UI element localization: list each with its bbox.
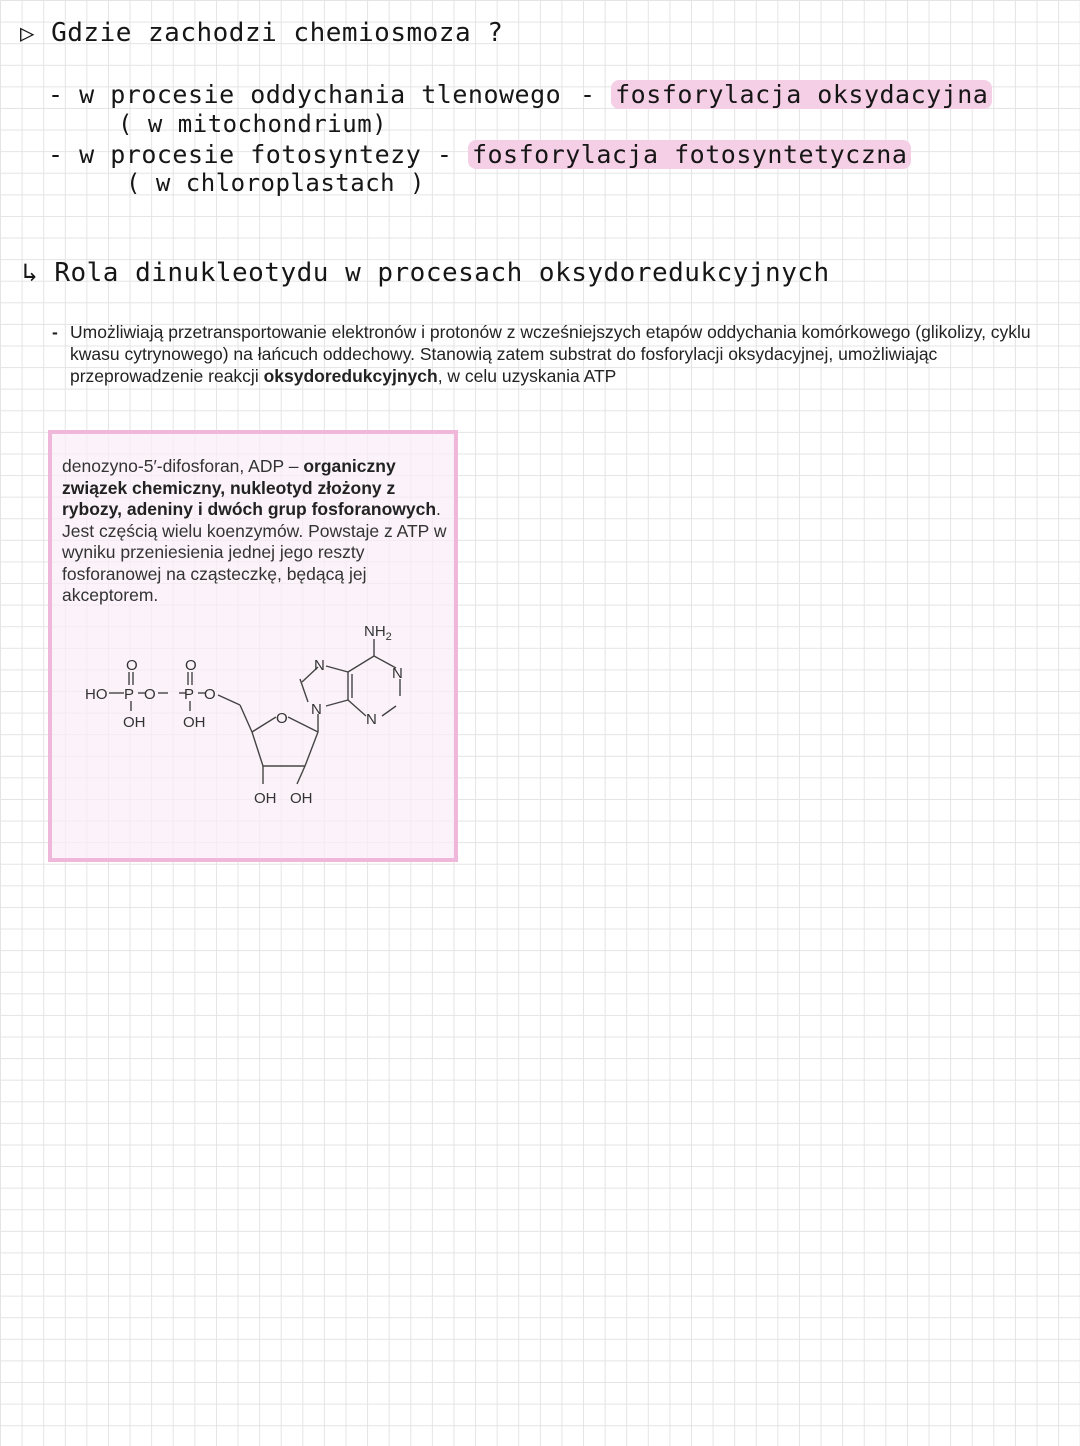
description-paragraph: [52, 321, 1052, 387]
mol-o-bridge: O: [144, 686, 156, 703]
definition-rest: . Jest częścią wielu koenzymów. Powstaje z ATP w wyniku przeniesienia jednej jego reszty fosforanowej na cząsteczkę, będącą jej akceptorem.: [62, 499, 447, 605]
mol-oh3: OH: [254, 790, 277, 807]
mol-oh2: OH: [183, 714, 206, 731]
mol-nh2: [364, 623, 392, 643]
item-dash: -: [48, 80, 64, 109]
list-item-respiration: [48, 80, 561, 109]
mol-o-ring: O: [276, 710, 288, 727]
mol-n1: N: [392, 665, 403, 682]
paragraph-dash: -: [52, 322, 58, 342]
item-dash: -: [48, 140, 64, 169]
adp-structure-diagram: [82, 614, 422, 814]
item-main-text: w procesie oddychania tlenowego: [79, 80, 562, 109]
section1-heading: [20, 18, 503, 48]
mol-o-ester: O: [204, 686, 216, 703]
paragraph-text: [52, 321, 1052, 387]
item-main-text: w procesie fotosyntezy: [79, 140, 422, 169]
section2-title: Rola dinukleotydu w procesach oksydoredukcyjnych: [54, 258, 830, 288]
paragraph-part2: , w celu uzyskania ATP: [437, 366, 617, 386]
mol-o2-top: O: [185, 657, 197, 674]
definition-lead: denozyno-5′-difosforan, ADP –: [62, 456, 304, 476]
list-item-photosynthesis: [48, 140, 911, 169]
mol-n7: N: [314, 657, 325, 674]
adp-info-box: [48, 430, 458, 862]
section2-heading: [22, 258, 830, 288]
item-highlight-row: [580, 80, 992, 109]
definition-bold: organiczny związek chemiczny, nukleotyd złożony z rybozy, adeniny i dwóch grup fosforanowych: [62, 456, 437, 519]
paragraph-part1: Umożliwiają przetransportowanie elektronów i protonów z wcześniejszych etapów oddychania komórkowego (glikolizy, cyklu kwasu cytrynowego) na łańcuch oddechowy. Stanowią zatem substrat do fosforylacji oksydacyjnej, umożliwiając przeprowadzenie reakcji: [70, 322, 1031, 386]
item-separator: -: [436, 140, 453, 169]
mol-o1-top: O: [126, 657, 138, 674]
highlight-oxidative: fosforylacja oksydacyjna: [611, 80, 992, 109]
mol-nh2-sub: 2: [385, 631, 392, 643]
mol-n9: N: [311, 701, 322, 718]
section1-title: Gdzie zachodzi chemiosmoza ?: [51, 18, 504, 48]
highlight-photosynthetic: fosforylacja fotosyntetyczna: [468, 140, 911, 169]
item-sub-mitochondrium: ( w mitochondrium): [118, 110, 388, 138]
mol-nh2-text: NH: [364, 623, 386, 640]
mol-oh4: OH: [290, 790, 313, 807]
play-triangle-icon: ▷: [20, 19, 35, 47]
item-separator: -: [580, 80, 596, 109]
return-arrow-icon: ↳: [22, 258, 39, 288]
mol-p2: P: [184, 686, 195, 703]
mol-ho: HO: [85, 686, 108, 703]
mol-p1: P: [124, 686, 135, 703]
adp-definition: [62, 456, 447, 607]
mol-oh1: OH: [123, 714, 146, 731]
paragraph-bold: oksydoredukcyjnych: [263, 366, 438, 386]
item-sub-chloroplast: ( w chloroplastach ): [126, 169, 425, 197]
mol-n3: N: [366, 711, 377, 728]
